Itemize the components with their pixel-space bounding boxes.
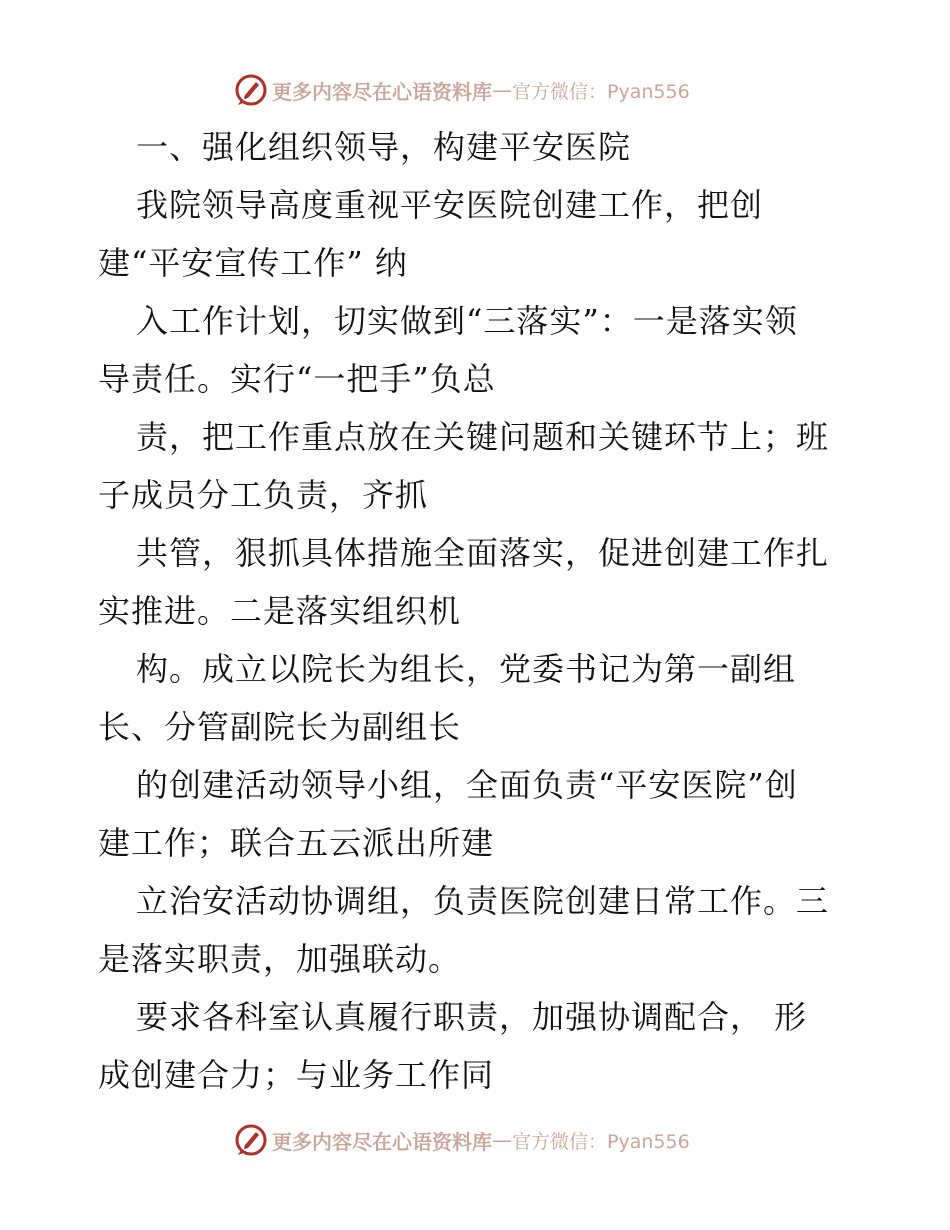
paragraph-line: 我院领导高度重视平安医院创建工作，把创 <box>136 186 764 224</box>
paragraph-line: 责，把工作重点放在关键问题和关键环节上；班 <box>136 418 830 456</box>
speech-bubble-logo-icon <box>234 1123 268 1157</box>
paragraph-line: 要求各科室认真履行职责，加强协调配合， 形 <box>136 998 808 1036</box>
paragraph-line: 建工作；联合五云派出所建 <box>98 824 495 862</box>
watermark-brand-text: 更多内容尽在心语资料库 <box>272 79 492 104</box>
watermark-wechat-text: 官方微信：Pyan556 <box>512 1130 690 1153</box>
watermark-brand-text: 更多内容尽在心语资料库 <box>272 1129 492 1154</box>
paragraph-line: 入工作计划，切实做到“三落实”：一是落实领 <box>136 302 798 340</box>
speech-bubble-logo-icon <box>234 73 268 107</box>
watermark-dash: — <box>492 1128 512 1152</box>
paragraph-line: 实推进。二是落实组织机 <box>98 592 462 630</box>
paragraph-line: 建“平安宣传工作” 纳 <box>98 244 408 282</box>
paragraph-line: 共管，狠抓具体措施全面落实，促进创建工作扎 <box>136 534 830 572</box>
paragraph-line: 立治安活动协调组，负责医院创建日常工作。三 <box>136 882 830 920</box>
section-heading: 一、强化组织领导，构建平安医院 <box>136 128 632 166</box>
paragraph-line: 子成员分工负责，齐抓 <box>98 476 429 514</box>
document-body <box>98 118 858 1104</box>
paragraph-line: 长、分管副院长为副组长 <box>98 708 462 746</box>
paragraph-line: 导责任。实行“一把手”负总 <box>98 360 496 398</box>
paragraph-line: 是落实职责，加强联动。 <box>98 940 462 978</box>
header-watermark <box>234 72 690 108</box>
paragraph-line: 的创建活动领导小组，全面负责“平安医院”创 <box>136 766 798 804</box>
footer-watermark <box>234 1122 690 1158</box>
paragraph-line: 成创建合力；与业务工作同 <box>98 1056 495 1094</box>
watermark-dash: — <box>492 78 512 102</box>
paragraph-line: 构。成立以院长为组长，党委书记为第一副组 <box>136 650 797 688</box>
watermark-wechat-text: 官方微信：Pyan556 <box>512 80 690 103</box>
